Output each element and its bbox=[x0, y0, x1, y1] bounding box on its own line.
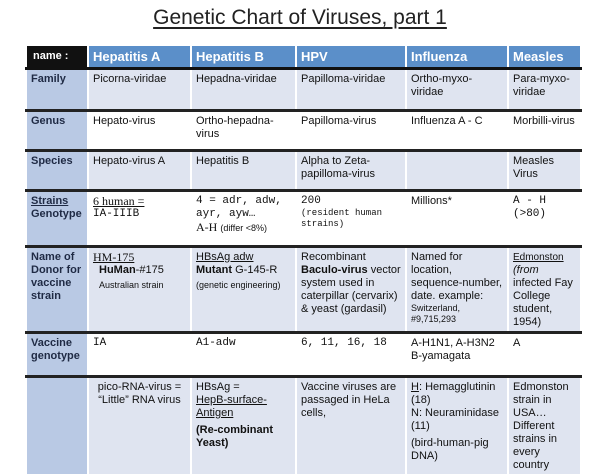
cell-donor-flu bbox=[406, 246, 508, 332]
hepb-notes-antigen: HepB-surface-Antigen bbox=[196, 393, 267, 419]
cell-strains-flu: Millions* bbox=[406, 190, 508, 246]
hepb-strains-line1: 4 = adr, adw, bbox=[196, 194, 282, 207]
row-species bbox=[26, 150, 581, 190]
flu-notes-neuraminidase: N: Neuraminidase (11) bbox=[411, 406, 500, 432]
cell-notes-flu bbox=[406, 376, 508, 474]
cell-donor-hpv bbox=[296, 246, 406, 332]
row-family bbox=[26, 68, 581, 110]
hepb-notes-yeast: (Re-combinant Yeast) bbox=[196, 423, 273, 449]
row-notes bbox=[26, 376, 581, 474]
cell-species-hpv: Alpha to Zeta-papilloma-virus bbox=[296, 150, 406, 190]
cell-strains-hpv bbox=[296, 190, 406, 246]
cell-notes-measles: Edmonston strain in USA… Different strains in every country bbox=[508, 376, 581, 474]
cell-family-hepa: Picorna-viridae bbox=[88, 68, 191, 110]
measles-strains-range: A - H bbox=[513, 194, 547, 207]
hepb-donor-mutant: Mutant bbox=[196, 263, 233, 276]
row-genus bbox=[26, 110, 581, 150]
hepa-strains-count: 6 human = bbox=[93, 193, 145, 208]
col-influenza: Influenza bbox=[406, 46, 508, 68]
row-label-vaccine: Vaccine genotype bbox=[26, 332, 88, 376]
cell-notes-hepb bbox=[191, 376, 296, 474]
flu-notes-h: H bbox=[411, 380, 419, 393]
cell-species-hepa: Hepato-virus A bbox=[88, 150, 191, 190]
cell-strains-hepb bbox=[191, 190, 296, 246]
cell-family-measles: Para-myxo-viridae bbox=[508, 68, 581, 110]
hepa-donor-human: HuMan bbox=[99, 263, 136, 276]
row-label-genus: Genus bbox=[26, 110, 88, 150]
cell-family-hpv: Papilloma-viridae bbox=[296, 68, 406, 110]
hpv-strains-note: (resident human strains) bbox=[301, 207, 383, 229]
cell-donor-hepb bbox=[191, 246, 296, 332]
cell-vaccine-flu bbox=[406, 332, 508, 376]
cell-strains-hepa bbox=[88, 190, 191, 246]
hpv-donor-recombinant: Recombinant bbox=[301, 250, 366, 263]
hepa-donor-name: HM-175 bbox=[93, 249, 135, 264]
flu-notes-dna: (bird-human-pig DNA) bbox=[411, 436, 489, 462]
row-strains bbox=[26, 190, 581, 246]
cell-vaccine-hepb: A1-adw bbox=[191, 332, 296, 376]
hpv-donor-vector: vector system used in caterpillar (cervarix) & yeast (gardasil) bbox=[301, 263, 401, 315]
header-row bbox=[26, 46, 581, 68]
flu-donor-example: Switzerland, #9,715,293 bbox=[411, 302, 461, 324]
flu-vaccine-a: A-H1N1, A-H3N2 bbox=[411, 336, 495, 349]
hepb-strains-line2: ayr, ayw… bbox=[196, 207, 256, 220]
cell-genus-hepb: Ortho-hepadna-virus bbox=[191, 110, 296, 150]
row-label-donor: Name of Donor for vaccine strain bbox=[26, 246, 88, 332]
row-label-species: Species bbox=[26, 150, 88, 190]
hpv-strains-count: 200 bbox=[301, 194, 321, 207]
flu-donor-naming: Named for location, sequence-number, date. example: bbox=[411, 250, 503, 302]
cell-species-measles: Measles Virus bbox=[508, 150, 581, 190]
row-label-strains bbox=[26, 190, 88, 246]
cell-genus-hepa: Hepato-virus bbox=[88, 110, 191, 150]
hepb-differ-note: (differ <8%) bbox=[220, 222, 267, 233]
cell-donor-hepa bbox=[88, 246, 191, 332]
hepa-donor-number: -#175 bbox=[135, 263, 164, 276]
cell-notes-hepa: pico-RNA-virus = “Little” RNA virus bbox=[88, 376, 191, 474]
cell-notes-hpv: Vaccine viruses are passaged in HeLa cells, bbox=[296, 376, 406, 474]
hepb-donor-method: (genetic engineering) bbox=[196, 279, 281, 290]
name-label: name : bbox=[26, 46, 88, 68]
row-label-notes bbox=[26, 376, 88, 474]
cell-species-flu bbox=[406, 150, 508, 190]
strains-label: Strains bbox=[31, 194, 69, 207]
hepb-donor-name: HBsAg adw bbox=[196, 250, 254, 263]
hepb-donor-mutation: G-145-R bbox=[232, 263, 278, 276]
cell-vaccine-hepa: IA bbox=[88, 332, 191, 376]
cell-vaccine-measles: A bbox=[508, 332, 581, 376]
cell-genus-flu: Influenza A - C bbox=[406, 110, 508, 150]
genotype-label: Genotype bbox=[31, 207, 82, 220]
hepb-notes-label: HBsAg = bbox=[196, 380, 240, 393]
row-label-family: Family bbox=[26, 68, 88, 110]
hpv-donor-baculo: Baculo-virus bbox=[301, 263, 368, 276]
cell-vaccine-hpv: 6, 11, 16, 18 bbox=[296, 332, 406, 376]
hepa-donor-origin: Australian strain bbox=[99, 279, 164, 290]
chart-title: Genetic Chart of Viruses, part 1 bbox=[153, 6, 447, 29]
cell-family-flu: Ortho-myxo-viridae bbox=[406, 68, 508, 110]
col-hepatitis-b: Hepatitis B bbox=[191, 46, 296, 68]
measles-donor-name: Edmonston bbox=[513, 251, 564, 263]
measles-donor-origin: infected Fay College student, 1954) bbox=[513, 276, 573, 328]
row-vaccine bbox=[26, 332, 581, 376]
col-hpv: HPV bbox=[296, 46, 406, 68]
flu-vaccine-b: B-yamagata bbox=[411, 349, 471, 362]
hepb-genotype-range: A-H bbox=[196, 219, 218, 234]
virus-chart-table bbox=[25, 46, 582, 474]
cell-strains-measles bbox=[508, 190, 581, 246]
flu-notes-hemagglutinin: : Hemagglutinin (18) bbox=[411, 380, 496, 406]
cell-family-hepb: Hepadna-viridae bbox=[191, 68, 296, 110]
row-donor bbox=[26, 246, 581, 332]
hepa-strains-range: IA-IIIB bbox=[93, 207, 140, 220]
cell-genus-measles: Morbilli-virus bbox=[508, 110, 581, 150]
measles-donor-from: (from bbox=[513, 263, 539, 276]
measles-strains-count: (>80) bbox=[513, 207, 547, 220]
col-measles: Measles bbox=[508, 46, 581, 68]
cell-species-hepb: Hepatitis B bbox=[191, 150, 296, 190]
col-hepatitis-a: Hepatitis A bbox=[88, 46, 191, 68]
cell-donor-measles bbox=[508, 246, 581, 332]
cell-genus-hpv: Papilloma-virus bbox=[296, 110, 406, 150]
